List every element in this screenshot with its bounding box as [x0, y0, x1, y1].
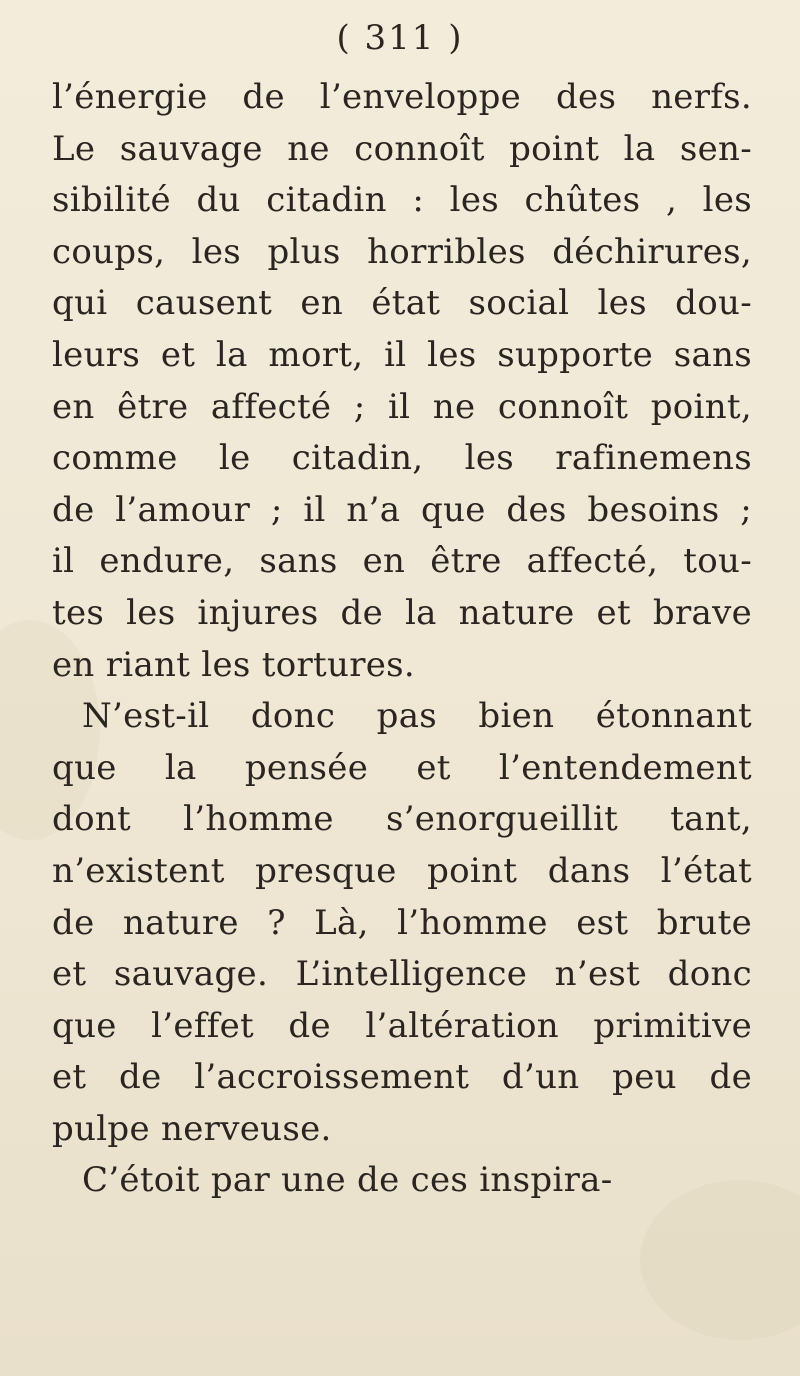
- text-line: tes les injures de la nature et brave: [52, 592, 752, 633]
- text-line: qui causent en état social les dou-: [52, 283, 752, 324]
- text-line: N’est-il donc pas bien étonnant: [82, 696, 752, 737]
- text-line: comme le citadin, les rafinemens: [52, 438, 752, 479]
- text-line: et sauvage. L’intelligence n’est donc: [52, 954, 752, 995]
- text-line: en riant les tortures.: [52, 644, 416, 685]
- text-line: que la pensée et l’entendement: [52, 747, 752, 788]
- text-line: C’étoit par une de ces inspira-: [82, 1160, 613, 1201]
- text-line: l’énergie de l’enveloppe des nerfs.: [52, 77, 752, 117]
- text-line: en être affecté ; il ne connoît point,: [52, 386, 752, 427]
- text-line: de nature ? Là, l’homme est brute: [52, 902, 752, 943]
- body-text: [52, 72, 752, 1207]
- text-line: que l’effet de l’altération primitive: [52, 1005, 752, 1046]
- text-line: n’existent presque point dans l’état: [52, 850, 752, 891]
- text-line: pulpe nerveuse.: [52, 1108, 332, 1149]
- text-line: leurs et la mort, il les supporte sans: [52, 334, 752, 375]
- text-line: et de l’accroissement d’un peu de: [52, 1057, 752, 1098]
- page-number: ( 311 ): [336, 18, 464, 58]
- text-line: de l’amour ; il n’a que des besoins ;: [52, 489, 752, 530]
- text-line: coups, les plus horribles déchirures,: [52, 231, 752, 272]
- text-line: il endure, sans en être affecté, tou-: [52, 541, 752, 582]
- text-line: sibilité du citadin : les chûtes , les: [52, 180, 752, 221]
- text-line: Le sauvage ne connoît point la sen-: [52, 128, 752, 169]
- text-line: dont l’homme s’enorgueillit tant,: [52, 799, 752, 840]
